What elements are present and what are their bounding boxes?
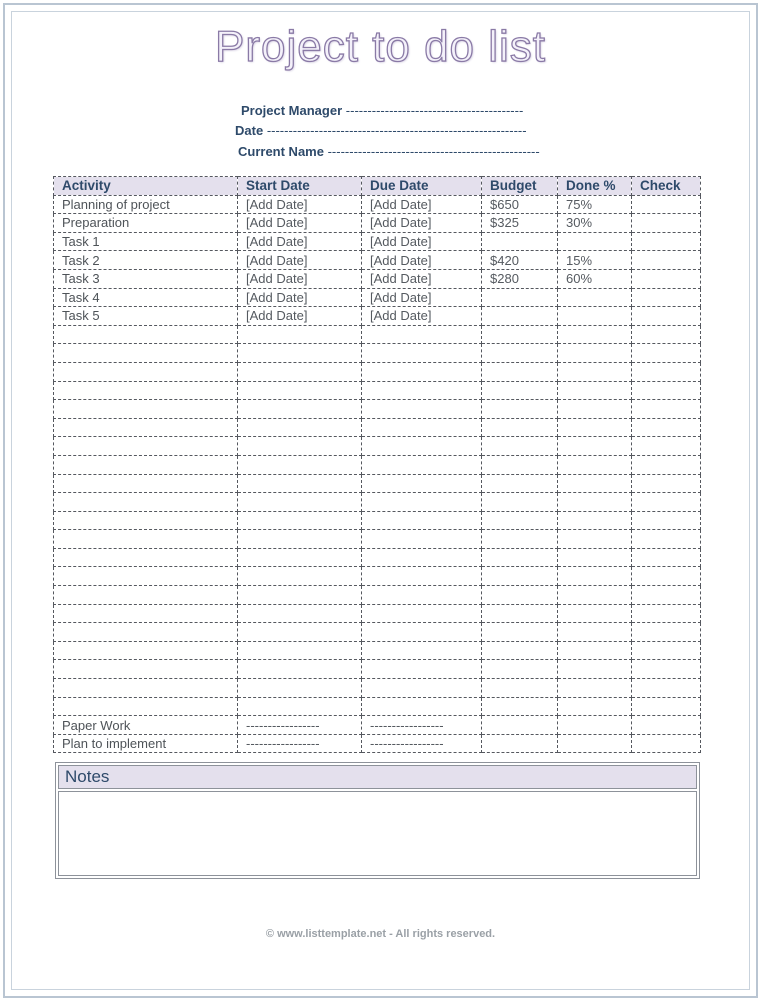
table-row — [54, 548, 701, 567]
project-manager-line: ----------------------------------------- — [345, 103, 524, 118]
column-header-budget: Budget — [482, 177, 558, 196]
table-cell-budget[interactable] — [482, 716, 558, 735]
table-cell-activity[interactable] — [54, 418, 238, 437]
table-cell-activity[interactable] — [54, 604, 238, 623]
table-cell-start-date[interactable] — [238, 493, 362, 512]
footer-copyright: © www.listtemplate.net - All rights reserved. — [265, 928, 496, 940]
table-cell-start-date[interactable] — [238, 400, 362, 419]
table-cell-activity[interactable] — [54, 362, 238, 381]
table-body — [54, 195, 701, 753]
table-cell-check[interactable] — [632, 548, 701, 567]
table-cell-done-percent[interactable] — [558, 455, 632, 474]
table-cell-check[interactable] — [632, 474, 701, 493]
table-cell-budget[interactable] — [482, 400, 558, 419]
table-cell-done-percent[interactable] — [558, 567, 632, 586]
table-cell-activity[interactable] — [54, 679, 238, 698]
table-cell-budget[interactable] — [482, 288, 558, 307]
notes-section — [55, 762, 700, 879]
table-row — [54, 679, 701, 698]
table-cell-budget[interactable] — [482, 697, 558, 716]
table-cell-due-date[interactable] — [362, 697, 482, 716]
column-header-done-percent: Done % — [558, 177, 632, 196]
table-cell-done-percent[interactable] — [558, 623, 632, 642]
table-cell-done-percent[interactable] — [558, 530, 632, 549]
table-cell-budget[interactable] — [482, 232, 558, 251]
table-row — [54, 511, 701, 530]
table-cell-check[interactable] — [632, 418, 701, 437]
date-line: ------------------------------------------------------------ — [266, 123, 527, 138]
column-header-due-date: Due Date — [362, 177, 482, 196]
table-row — [54, 195, 701, 214]
table-cell-due-date[interactable] — [362, 344, 482, 363]
table-cell-activity[interactable] — [54, 660, 238, 679]
table-cell-activity[interactable] — [54, 623, 238, 642]
column-header-check: Check — [632, 177, 701, 196]
table-cell-start-date[interactable] — [238, 381, 362, 400]
table-cell-budget[interactable] — [482, 325, 558, 344]
table-cell-start-date[interactable]: [Add Date] — [238, 288, 362, 307]
todo-table — [53, 176, 701, 753]
table-row — [54, 251, 701, 270]
table-cell-budget[interactable] — [482, 623, 558, 642]
table-cell-start-date[interactable] — [238, 567, 362, 586]
table-cell-start-date[interactable]: ----------------- — [238, 716, 362, 735]
table-cell-start-date[interactable]: [Add Date] — [238, 232, 362, 251]
table-cell-activity[interactable]: Plan to implement — [54, 734, 238, 753]
table-cell-done-percent[interactable]: 30% — [558, 214, 632, 233]
table-row — [54, 567, 701, 586]
table-cell-budget[interactable]: $420 — [482, 251, 558, 270]
page-title: Project to do list — [214, 22, 547, 71]
table-cell-budget[interactable] — [482, 679, 558, 698]
table-cell-done-percent[interactable] — [558, 325, 632, 344]
table-row — [54, 455, 701, 474]
table-cell-due-date[interactable] — [362, 679, 482, 698]
column-header-start-date: Start Date — [238, 177, 362, 196]
table-cell-budget[interactable] — [482, 511, 558, 530]
table-row — [54, 586, 701, 605]
column-header-activity: Activity — [54, 177, 238, 196]
table-cell-check[interactable] — [632, 288, 701, 307]
table-cell-start-date[interactable] — [238, 623, 362, 642]
table-cell-start-date[interactable] — [238, 697, 362, 716]
table-cell-due-date[interactable] — [362, 400, 482, 419]
table-row — [54, 232, 701, 251]
table-row — [54, 214, 701, 233]
table-cell-activity[interactable] — [54, 548, 238, 567]
table-cell-budget[interactable] — [482, 660, 558, 679]
date-label: Date — [235, 123, 264, 138]
table-cell-check[interactable] — [632, 586, 701, 605]
current-name-line: ------------------------------------------------- — [327, 144, 540, 159]
table-cell-start-date[interactable]: [Add Date] — [238, 195, 362, 214]
table-row — [54, 400, 701, 419]
table-cell-start-date[interactable] — [238, 604, 362, 623]
table-cell-done-percent[interactable] — [558, 586, 632, 605]
table-cell-done-percent[interactable] — [558, 697, 632, 716]
table-cell-budget[interactable] — [482, 493, 558, 512]
table-row — [54, 418, 701, 437]
table-cell-budget[interactable]: $650 — [482, 195, 558, 214]
table-row — [54, 269, 701, 288]
table-cell-done-percent[interactable] — [558, 660, 632, 679]
table-cell-check[interactable] — [632, 344, 701, 363]
table-cell-start-date[interactable]: [Add Date] — [238, 251, 362, 270]
table-cell-check[interactable] — [632, 697, 701, 716]
table-cell-budget[interactable] — [482, 474, 558, 493]
table-cell-due-date[interactable]: [Add Date] — [362, 269, 482, 288]
table-cell-budget[interactable] — [482, 548, 558, 567]
current-name-field[interactable] — [238, 144, 540, 159]
table-cell-start-date[interactable] — [238, 474, 362, 493]
table-cell-done-percent[interactable] — [558, 232, 632, 251]
table-cell-done-percent[interactable] — [558, 288, 632, 307]
table-cell-done-percent[interactable]: 60% — [558, 269, 632, 288]
table-cell-done-percent[interactable] — [558, 548, 632, 567]
table-cell-due-date[interactable] — [362, 418, 482, 437]
table-cell-start-date[interactable] — [238, 325, 362, 344]
table-row — [54, 660, 701, 679]
table-cell-check[interactable] — [632, 604, 701, 623]
table-cell-start-date[interactable] — [238, 641, 362, 660]
table-row — [54, 604, 701, 623]
table-cell-done-percent[interactable] — [558, 344, 632, 363]
table-cell-due-date[interactable] — [362, 437, 482, 456]
table-cell-check[interactable] — [632, 381, 701, 400]
table-cell-due-date[interactable] — [362, 511, 482, 530]
table-row — [54, 697, 701, 716]
table-cell-due-date[interactable] — [362, 493, 482, 512]
notes-area[interactable] — [58, 791, 697, 876]
table-cell-due-date[interactable] — [362, 567, 482, 586]
table-cell-activity[interactable] — [54, 455, 238, 474]
table-cell-check[interactable] — [632, 641, 701, 660]
table-cell-done-percent[interactable] — [558, 474, 632, 493]
table-cell-due-date[interactable] — [362, 325, 482, 344]
table-cell-due-date[interactable] — [362, 474, 482, 493]
table-cell-activity[interactable] — [54, 493, 238, 512]
table-row — [54, 474, 701, 493]
table-cell-check[interactable] — [632, 455, 701, 474]
table-cell-activity[interactable] — [54, 530, 238, 549]
table-cell-start-date[interactable] — [238, 586, 362, 605]
table-cell-due-date[interactable]: [Add Date] — [362, 232, 482, 251]
table-cell-budget[interactable] — [482, 586, 558, 605]
table-cell-budget[interactable] — [482, 455, 558, 474]
table-cell-done-percent[interactable] — [558, 734, 632, 753]
table-cell-activity[interactable] — [54, 325, 238, 344]
table-cell-done-percent[interactable] — [558, 604, 632, 623]
table-cell-activity[interactable]: Planning of project — [54, 195, 238, 214]
table-cell-activity[interactable] — [54, 400, 238, 419]
table-cell-done-percent[interactable] — [558, 418, 632, 437]
table-row — [54, 530, 701, 549]
table-cell-check[interactable] — [632, 307, 701, 326]
table-cell-done-percent[interactable] — [558, 679, 632, 698]
table-cell-due-date[interactable]: ----------------- — [362, 716, 482, 735]
table-cell-due-date[interactable]: ----------------- — [362, 734, 482, 753]
table-cell-done-percent[interactable] — [558, 400, 632, 419]
table-cell-activity[interactable] — [54, 697, 238, 716]
table-cell-done-percent[interactable] — [558, 381, 632, 400]
table-cell-due-date[interactable] — [362, 660, 482, 679]
table-cell-check[interactable] — [632, 251, 701, 270]
table-cell-check[interactable] — [632, 567, 701, 586]
table-row — [54, 493, 701, 512]
table-cell-due-date[interactable] — [362, 604, 482, 623]
table-cell-start-date[interactable]: ----------------- — [238, 734, 362, 753]
table-cell-start-date[interactable] — [238, 511, 362, 530]
table-cell-check[interactable] — [632, 511, 701, 530]
table-cell-start-date[interactable] — [238, 660, 362, 679]
table-row — [54, 623, 701, 642]
table-cell-start-date[interactable] — [238, 418, 362, 437]
table-cell-activity[interactable]: Task 5 — [54, 307, 238, 326]
table-row — [54, 344, 701, 363]
table-cell-activity[interactable] — [54, 474, 238, 493]
table-cell-check[interactable] — [632, 530, 701, 549]
table-cell-done-percent[interactable] — [558, 511, 632, 530]
table-row — [54, 381, 701, 400]
table-cell-due-date[interactable] — [362, 641, 482, 660]
table-cell-due-date[interactable] — [362, 381, 482, 400]
current-name-label: Current Name — [238, 144, 324, 159]
table-cell-check[interactable] — [632, 325, 701, 344]
table-row — [54, 362, 701, 381]
table-cell-check[interactable] — [632, 437, 701, 456]
table-row — [54, 307, 701, 326]
table-cell-budget[interactable] — [482, 418, 558, 437]
table-cell-due-date[interactable]: [Add Date] — [362, 195, 482, 214]
table-cell-due-date[interactable] — [362, 623, 482, 642]
table-cell-check[interactable] — [632, 195, 701, 214]
table-cell-check[interactable] — [632, 269, 701, 288]
table-cell-activity[interactable] — [54, 344, 238, 363]
table-cell-check[interactable] — [632, 362, 701, 381]
table-header-row — [54, 177, 701, 196]
table-cell-done-percent[interactable] — [558, 307, 632, 326]
table-cell-check[interactable] — [632, 214, 701, 233]
table-cell-done-percent[interactable]: 15% — [558, 251, 632, 270]
table-cell-budget[interactable] — [482, 641, 558, 660]
table-cell-activity[interactable] — [54, 586, 238, 605]
table-cell-done-percent[interactable]: 75% — [558, 195, 632, 214]
table-cell-done-percent[interactable] — [558, 362, 632, 381]
table-cell-budget[interactable] — [482, 437, 558, 456]
table-row — [54, 288, 701, 307]
table-cell-activity[interactable]: Task 4 — [54, 288, 238, 307]
table-cell-due-date[interactable] — [362, 530, 482, 549]
table-cell-budget[interactable] — [482, 567, 558, 586]
table-cell-check[interactable] — [632, 623, 701, 642]
project-manager-label: Project Manager — [241, 103, 343, 118]
table-row — [54, 716, 701, 735]
table-row — [54, 437, 701, 456]
table-cell-activity[interactable]: Paper Work — [54, 716, 238, 735]
table-cell-activity[interactable] — [54, 437, 238, 456]
table-row — [54, 325, 701, 344]
table-cell-done-percent[interactable] — [558, 493, 632, 512]
project-manager-field[interactable] — [241, 103, 523, 118]
table-cell-start-date[interactable]: [Add Date] — [238, 307, 362, 326]
table-cell-activity[interactable] — [54, 641, 238, 660]
table-cell-check[interactable] — [632, 734, 701, 753]
table-cell-due-date[interactable]: [Add Date] — [362, 251, 482, 270]
table-cell-activity[interactable]: Task 1 — [54, 232, 238, 251]
table-cell-budget[interactable] — [482, 344, 558, 363]
table-cell-activity[interactable] — [54, 567, 238, 586]
table-cell-due-date[interactable]: [Add Date] — [362, 307, 482, 326]
table-cell-start-date[interactable] — [238, 437, 362, 456]
table-row — [54, 641, 701, 660]
table-cell-budget[interactable] — [482, 530, 558, 549]
table-cell-activity[interactable]: Preparation — [54, 214, 238, 233]
table-cell-due-date[interactable] — [362, 548, 482, 567]
table-cell-check[interactable] — [632, 493, 701, 512]
table-cell-start-date[interactable] — [238, 455, 362, 474]
table-cell-check[interactable] — [632, 679, 701, 698]
table-cell-due-date[interactable]: [Add Date] — [362, 214, 482, 233]
table-cell-activity[interactable] — [54, 381, 238, 400]
table-cell-budget[interactable]: $280 — [482, 269, 558, 288]
table-cell-check[interactable] — [632, 400, 701, 419]
table-cell-budget[interactable] — [482, 381, 558, 400]
table-cell-done-percent[interactable] — [558, 716, 632, 735]
table-cell-due-date[interactable] — [362, 586, 482, 605]
table-cell-budget[interactable] — [482, 604, 558, 623]
table-cell-start-date[interactable]: [Add Date] — [238, 214, 362, 233]
table-cell-activity[interactable]: Task 3 — [54, 269, 238, 288]
table-row — [54, 734, 701, 753]
table-cell-done-percent[interactable] — [558, 437, 632, 456]
table-cell-check[interactable] — [632, 232, 701, 251]
table-cell-budget[interactable]: $325 — [482, 214, 558, 233]
date-field[interactable] — [235, 123, 527, 138]
table-cell-budget[interactable] — [482, 307, 558, 326]
table-cell-start-date[interactable] — [238, 679, 362, 698]
table-cell-activity[interactable] — [54, 511, 238, 530]
table-cell-due-date[interactable]: [Add Date] — [362, 288, 482, 307]
table-cell-budget[interactable] — [482, 362, 558, 381]
table-cell-check[interactable] — [632, 660, 701, 679]
table-cell-start-date[interactable] — [238, 362, 362, 381]
table-cell-budget[interactable] — [482, 734, 558, 753]
table-cell-done-percent[interactable] — [558, 641, 632, 660]
table-cell-start-date[interactable] — [238, 344, 362, 363]
table-cell-start-date[interactable] — [238, 548, 362, 567]
table-cell-due-date[interactable] — [362, 362, 482, 381]
table-cell-start-date[interactable]: [Add Date] — [238, 269, 362, 288]
table-cell-due-date[interactable] — [362, 455, 482, 474]
table-cell-check[interactable] — [632, 716, 701, 735]
notes-title: Notes — [58, 765, 697, 789]
table-cell-activity[interactable]: Task 2 — [54, 251, 238, 270]
table-cell-start-date[interactable] — [238, 530, 362, 549]
